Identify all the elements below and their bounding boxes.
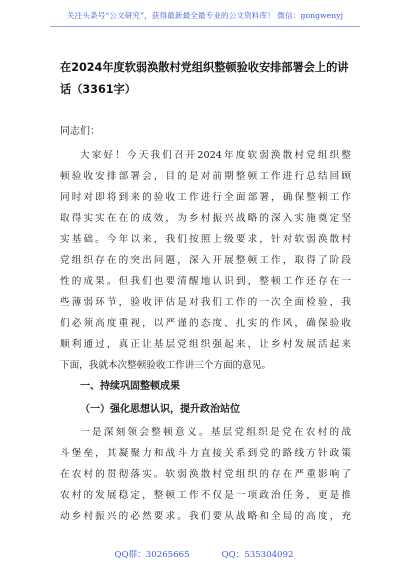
text-line: 斗堡垒，其凝聚力和战斗力直接关系到党的路线方针政策: [60, 448, 351, 459]
text-line: 下面，我就本次整顿验收工作讲三个方面的意见。: [60, 360, 272, 371]
footer-qq-group: QQ群：30265665: [114, 550, 190, 560]
text-line: 动乡村振兴的必然要求。我们要从战略和全局的高度，充: [60, 511, 351, 522]
subsection-heading: （一）强化思想认识，提升政治站位: [80, 404, 240, 415]
text-line: 大家好！今天我们召开2024年度软弱涣散村党组织整: [80, 150, 351, 161]
text-line: 顿验收安排部署会，目的是对前期整顿工作进行总结回顾: [60, 171, 351, 182]
text-line: 取得实实在在的成效，为乡村振兴战略的深入实施奠定坚: [60, 213, 351, 224]
paragraph-section1: [60, 422, 351, 527]
header-divider: [50, 26, 360, 27]
text-line: 一是深刻领会整顿意义。基层党组织是党在农村的战: [80, 427, 351, 438]
title-line: 在2024年度软弱涣散村党组织整顿验收安排部署会上的讲: [60, 61, 349, 74]
text-line: 性的成果。但我们也要清醒地认识到，整顿工作还存在一: [60, 276, 351, 287]
text-line: 们必须高度重视，以严谨的态度、扎实的作风，确保验收: [60, 318, 351, 329]
title-line: 话（3361字）: [60, 83, 136, 96]
text-line: 顺利通过，真正让基层党组织强起来，让乡村发展活起来: [60, 339, 351, 350]
footer-contact: [0, 548, 408, 562]
footer-qq: QQ：535304092: [221, 550, 294, 560]
text-line: 些薄弱环节，验收评估是对我们工作的一次全面检验，我: [60, 297, 351, 308]
paragraph-intro: [60, 145, 351, 376]
header-banner: 关注头条号“公文研究”，获得最新最全最专业的公文资料库！ 微信：gongwenyj: [66, 11, 344, 20]
text-line: 农村的发展稳定，整顿工作不仅是一项政治任务，更是推: [60, 490, 351, 501]
text-line: 党组织存在的突出问题，深入开展整顿工作，取得了阶段: [60, 255, 351, 266]
salutation: 同志们：: [60, 126, 100, 137]
text-line: 在农村的贯彻落实。软弱涣散村党组织的存在严重影响了: [60, 469, 351, 480]
document-title: [60, 57, 358, 101]
section-heading: 一、持续巩固整顿成果: [80, 381, 180, 392]
text-line: 同时对即将到来的验收工作进行全面部署，确保整顿工作: [60, 192, 351, 203]
text-line: 实基础。今年以来，我们按照上级要求，针对软弱涣散村: [60, 234, 351, 245]
